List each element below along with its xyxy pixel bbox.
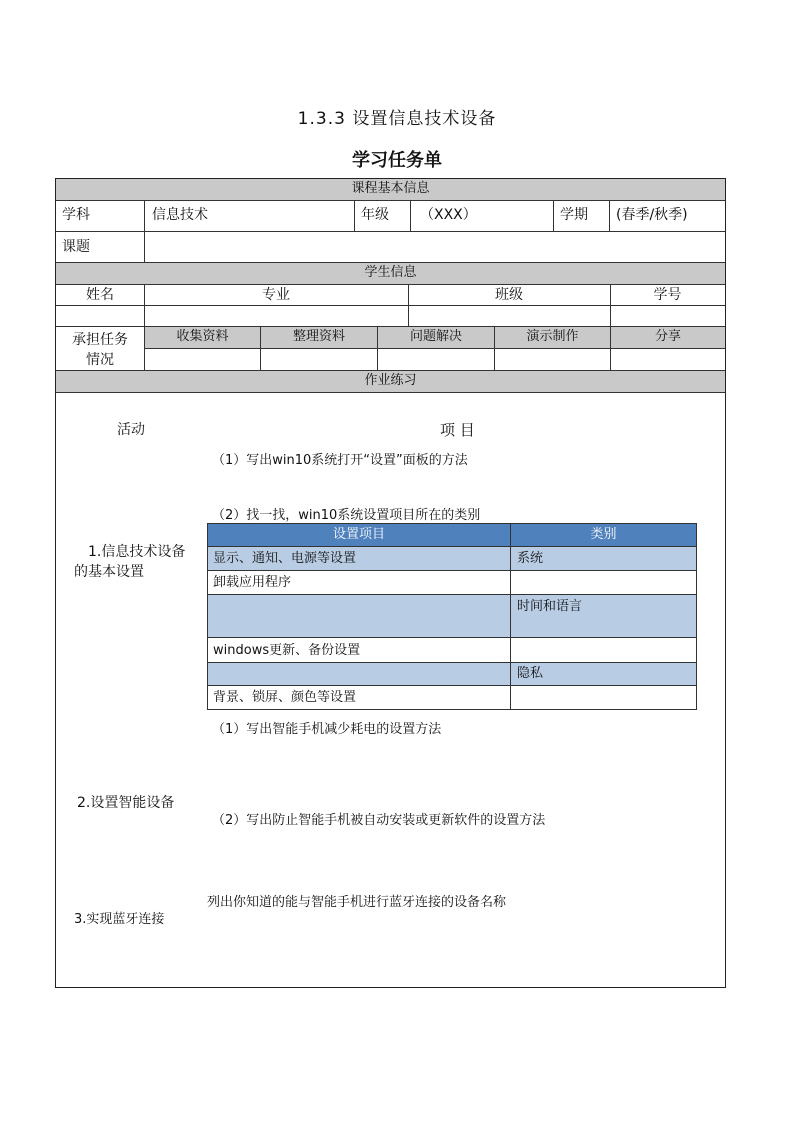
settings-row-2 xyxy=(208,570,696,594)
section2-q2: （2）写出防止智能手机被自动安装或更新软件的设置方法 xyxy=(212,813,546,828)
section3-name: 3.实现蓝牙连接 xyxy=(74,912,165,927)
term-label: 学期 xyxy=(560,207,588,223)
settings-row-3-category: 时间和语言 xyxy=(517,599,583,614)
topic-label: 课题 xyxy=(62,239,90,255)
grade-value: （XXX） xyxy=(420,207,477,223)
student-id-header: 学号 xyxy=(653,287,682,303)
page-subtitle: 学习任务单 xyxy=(352,150,442,171)
task-demo: 演示制作 xyxy=(495,327,610,348)
settings-row-6-item: 背景、锁屏、颜色等设置 xyxy=(213,690,357,705)
settings-row-4 xyxy=(208,637,696,662)
task-share: 分享 xyxy=(611,327,725,348)
grade-label: 年级 xyxy=(361,207,389,223)
task-collect: 收集资料 xyxy=(145,327,260,348)
project-header: 项 目 xyxy=(440,421,475,439)
exercise-band: 作业练习 xyxy=(56,371,725,392)
task-collect-input[interactable] xyxy=(145,349,260,369)
settings-category-table xyxy=(207,523,697,710)
student-class-input[interactable] xyxy=(408,306,610,326)
student-major-header: 专业 xyxy=(262,287,290,303)
settings-row-1-item: 显示、通知、电源等设置 xyxy=(213,551,357,566)
section2-name: 2.设置智能设备 xyxy=(77,795,175,811)
task-organize: 整理资料 xyxy=(261,327,377,348)
student-info-band: 学生信息 xyxy=(56,263,725,284)
settings-item-header: 设置项目 xyxy=(332,527,385,542)
subject-value: 信息技术 xyxy=(152,207,208,223)
section1-q2: （2）找一找，win10系统设置项目所在的类别 xyxy=(212,508,481,523)
settings-row-6 xyxy=(208,685,696,709)
student-id-input[interactable] xyxy=(610,306,725,326)
task-organize-input[interactable] xyxy=(261,349,377,369)
task-share-input[interactable] xyxy=(611,349,725,369)
student-name-header: 姓名 xyxy=(86,287,114,303)
student-name-input[interactable] xyxy=(56,306,144,326)
course-info-band: 课程基本信息 xyxy=(56,179,725,200)
section1-q1: （1）写出win10系统打开“设置”面板的方法 xyxy=(212,453,468,468)
settings-row-3 xyxy=(208,594,696,637)
section2-q1: （1）写出智能手机减少耗电的设置方法 xyxy=(212,722,442,737)
settings-table-header xyxy=(208,524,696,546)
settings-row-2-item: 卸载应用程序 xyxy=(213,575,292,590)
page-title: 1.3.3 设置信息技术设备 xyxy=(297,109,497,129)
section1-name-line1: 1.信息技术设备 xyxy=(88,544,186,560)
settings-row-5 xyxy=(208,662,696,685)
settings-row-5-category: 隐私 xyxy=(517,666,544,681)
term-value: (春季/秋季) xyxy=(616,207,688,223)
activity-header: 活动 xyxy=(117,422,145,438)
tasks-label-line2: 情况 xyxy=(86,352,114,368)
settings-row-4-item: windows更新、备份设置 xyxy=(213,643,361,658)
task-solve: 问题解决 xyxy=(378,327,494,348)
section3-question: 列出你知道的能与智能手机进行蓝牙连接的设备名称 xyxy=(207,895,507,910)
settings-category-header: 类别 xyxy=(590,527,617,542)
subject-label: 学科 xyxy=(62,207,90,223)
settings-row-1 xyxy=(208,546,696,570)
task-solve-input[interactable] xyxy=(378,349,494,369)
settings-row-1-category: 系统 xyxy=(517,551,544,566)
student-class-header: 班级 xyxy=(495,287,523,303)
student-major-input[interactable] xyxy=(144,306,408,326)
section1-name-line2: 的基本设置 xyxy=(74,564,144,580)
tasks-label-line1: 承担任务 xyxy=(72,332,128,348)
task-demo-input[interactable] xyxy=(495,349,610,369)
